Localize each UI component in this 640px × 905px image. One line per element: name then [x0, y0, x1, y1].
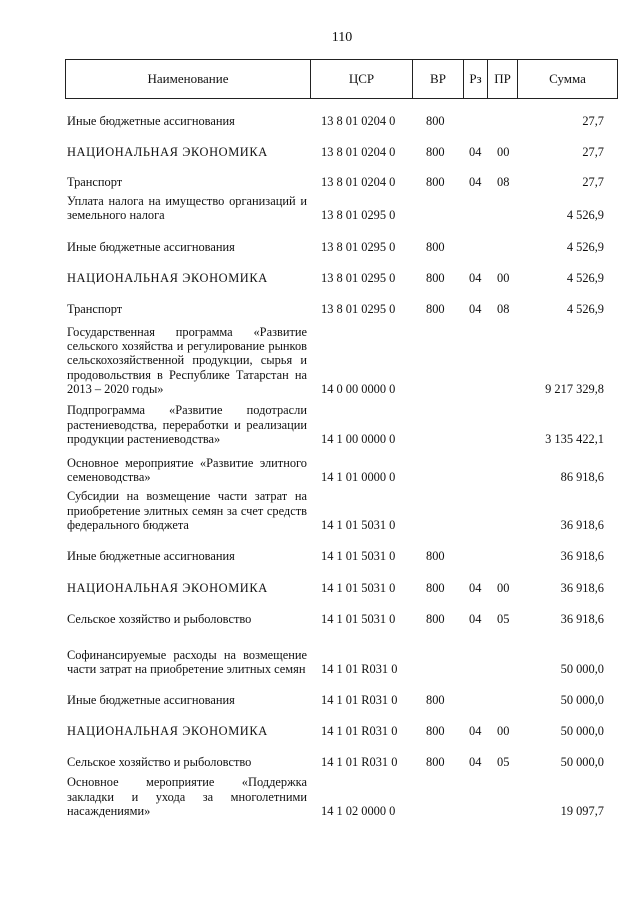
row-pr: 08 [497, 301, 510, 316]
row-vr: 800 [426, 113, 445, 128]
row-name: НАЦИОНАЛЬНАЯ ЭКОНОМИКА [67, 723, 268, 738]
row-code: 14 1 01 5031 0 [321, 580, 396, 595]
row-rz: 04 [469, 144, 482, 159]
row-vr: 800 [426, 174, 445, 189]
row-rz: 04 [469, 611, 482, 626]
row-sum: 36 918,6 [560, 611, 604, 626]
header-name: Наименование [66, 60, 311, 98]
row-name: Транспорт [67, 301, 123, 316]
row-sum: 86 918,6 [560, 469, 604, 484]
row-name: Государственная программа «Развитие сельского хозяйства и регулирование рынков сельскохозяйственной продукции, сырья и продовольствия в Республике Татарстан на 2013 – 2020 годы» [67, 324, 307, 396]
header-code: ЦСР [311, 60, 413, 98]
row-vr: 800 [426, 723, 445, 738]
row-rz: 04 [469, 270, 482, 285]
row-code: 14 1 01 R031 0 [321, 754, 398, 769]
row-vr: 800 [426, 144, 445, 159]
row-rz: 04 [469, 723, 482, 738]
row-sum: 27,7 [582, 113, 604, 128]
row-vr: 800 [426, 692, 445, 707]
row-rz: 04 [469, 580, 482, 595]
row-name: Иные бюджетные ассигнования [67, 692, 235, 707]
row-code: 14 1 01 R031 0 [321, 723, 398, 738]
row-name: НАЦИОНАЛЬНАЯ ЭКОНОМИКА [67, 144, 268, 159]
row-sum: 50 000,0 [560, 723, 604, 738]
row-vr: 800 [426, 548, 445, 563]
row-vr: 800 [426, 239, 445, 254]
row-sum: 4 526,9 [566, 207, 604, 222]
header-pr: ПР [488, 60, 518, 98]
row-rz: 04 [469, 754, 482, 769]
row-code: 14 1 01 R031 0 [321, 692, 398, 707]
row-code: 13 8 01 0204 0 [321, 113, 396, 128]
row-sum: 19 097,7 [560, 803, 604, 818]
row-pr: 08 [497, 174, 510, 189]
row-code: 13 8 01 0204 0 [321, 174, 396, 189]
row-code: 14 1 01 5031 0 [321, 517, 396, 532]
header-rz: Рз [464, 60, 488, 98]
row-sum: 9 217 329,8 [545, 381, 604, 396]
row-pr: 05 [497, 754, 510, 769]
row-vr: 800 [426, 754, 445, 769]
row-name: Софинансируемые расходы на возмещение части затрат на приобретение элитных семян [67, 647, 307, 676]
row-pr: 00 [497, 270, 510, 285]
row-name: Подпрограмма «Развитие подотрасли растениеводства, переработки и реализации продукции растениеводства» [67, 403, 307, 446]
row-sum: 4 526,9 [566, 239, 604, 254]
row-name: Транспорт [67, 174, 123, 189]
row-name: Иные бюджетные ассигнования [67, 113, 235, 128]
row-name: Сельское хозяйство и рыболовство [67, 611, 252, 626]
row-name: НАЦИОНАЛЬНАЯ ЭКОНОМИКА [67, 270, 268, 285]
row-code: 14 1 01 R031 0 [321, 661, 398, 676]
row-sum: 50 000,0 [560, 692, 604, 707]
row-name: Субсидии на возмещение части затрат на приобретение элитных семян за счет средств федерального бюджета [67, 489, 307, 532]
row-sum: 50 000,0 [560, 754, 604, 769]
row-sum: 36 918,6 [560, 580, 604, 595]
row-sum: 36 918,6 [560, 517, 604, 532]
row-code: 13 8 01 0295 0 [321, 207, 396, 222]
row-code: 14 1 01 0000 0 [321, 469, 396, 484]
row-pr: 05 [497, 611, 510, 626]
row-code: 13 8 01 0295 0 [321, 239, 396, 254]
row-vr: 800 [426, 301, 445, 316]
row-pr: 00 [497, 723, 510, 738]
row-code: 13 8 01 0204 0 [321, 144, 396, 159]
row-name: Основное мероприятие «Поддержка закладки и ухода за многолетними насаждениями» [67, 775, 307, 818]
header-sum: Сумма [549, 71, 586, 86]
row-vr: 800 [426, 611, 445, 626]
row-pr: 00 [497, 144, 510, 159]
row-sum: 4 526,9 [566, 270, 604, 285]
row-code: 14 1 00 0000 0 [321, 431, 396, 446]
row-rz: 04 [469, 301, 482, 316]
header-vr: ВР [413, 60, 464, 98]
row-code: 14 1 01 5031 0 [321, 548, 396, 563]
row-name: Основное мероприятие «Развитие элитного семеноводства» [67, 455, 307, 484]
row-sum: 27,7 [582, 174, 604, 189]
row-name: Иные бюджетные ассигнования [67, 239, 235, 254]
row-sum: 36 918,6 [560, 548, 604, 563]
row-code: 14 1 01 5031 0 [321, 611, 396, 626]
row-sum: 3 135 422,1 [545, 431, 604, 446]
row-vr: 800 [426, 580, 445, 595]
row-sum: 27,7 [582, 144, 604, 159]
row-code: 13 8 01 0295 0 [321, 301, 396, 316]
row-name: Уплата налога на имущество организаций и земельного налога [67, 193, 307, 222]
row-name: Сельское хозяйство и рыболовство [67, 754, 252, 769]
row-pr: 00 [497, 580, 510, 595]
page-number: 110 [331, 30, 353, 45]
row-name: НАЦИОНАЛЬНАЯ ЭКОНОМИКА [67, 580, 268, 595]
row-vr: 800 [426, 270, 445, 285]
row-code: 13 8 01 0295 0 [321, 270, 396, 285]
row-sum: 50 000,0 [560, 661, 604, 676]
row-code: 14 0 00 0000 0 [321, 381, 396, 396]
row-rz: 04 [469, 174, 482, 189]
row-sum: 4 526,9 [566, 301, 604, 316]
row-name: Иные бюджетные ассигнования [67, 548, 235, 563]
row-code: 14 1 02 0000 0 [321, 803, 396, 818]
